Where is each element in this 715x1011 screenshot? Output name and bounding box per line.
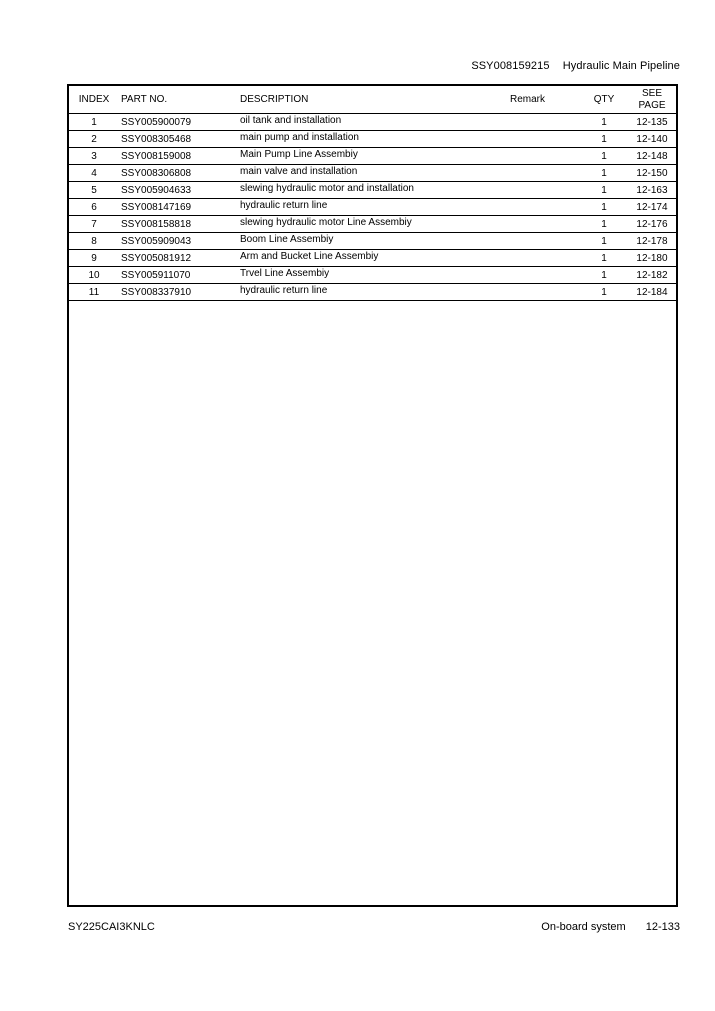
table-header-row [69, 86, 676, 114]
row-remark [497, 165, 580, 182]
row-remark [497, 250, 580, 267]
row-index: 5 [69, 182, 119, 199]
row-description: Arm and Bucket Line Assembiy [240, 250, 497, 267]
row-see-page: 12-184 [628, 284, 676, 301]
row-qty: 1 [580, 114, 628, 131]
page-header [471, 60, 680, 72]
row-description: slewing hydraulic motor and installation [240, 182, 497, 199]
row-index: 11 [69, 284, 119, 301]
row-index: 3 [69, 148, 119, 165]
parts-list-frame [67, 84, 678, 907]
row-remark [497, 284, 580, 301]
row-see-page: 12-178 [628, 233, 676, 250]
row-remark [497, 114, 580, 131]
row-qty: 1 [580, 182, 628, 199]
row-remark [497, 216, 580, 233]
parts-table [69, 86, 676, 301]
row-qty: 1 [580, 284, 628, 301]
row-see-page: 12-174 [628, 199, 676, 216]
row-qty: 1 [580, 250, 628, 267]
row-remark [497, 267, 580, 284]
row-qty: 1 [580, 199, 628, 216]
row-index: 1 [69, 114, 119, 131]
row-remark [497, 131, 580, 148]
row-index: 7 [69, 216, 119, 233]
table-row [69, 131, 676, 148]
row-index: 9 [69, 250, 119, 267]
row-see-page: 12-180 [628, 250, 676, 267]
col-remark-header: Remark [497, 86, 580, 114]
table-row [69, 148, 676, 165]
row-index: 10 [69, 267, 119, 284]
parts-table-body [69, 114, 676, 301]
row-see-page: 12-140 [628, 131, 676, 148]
row-qty: 1 [580, 165, 628, 182]
row-part-no: SSY008306808 [119, 165, 240, 182]
row-see-page: 12-150 [628, 165, 676, 182]
row-index: 6 [69, 199, 119, 216]
row-description: hydraulic return line [240, 284, 497, 301]
footer-model: SY225CAI3KNLC [68, 921, 155, 933]
row-description: slewing hydraulic motor Line Assembiy [240, 216, 497, 233]
row-description: Boom Line Assembiy [240, 233, 497, 250]
row-remark [497, 148, 580, 165]
table-row [69, 114, 676, 131]
document-title: Hydraulic Main Pipeline [562, 60, 680, 72]
row-part-no: SSY005911070 [119, 267, 240, 284]
footer-system: On-board system [541, 921, 626, 933]
footer-page-number: 12-133 [645, 921, 680, 933]
row-qty: 1 [580, 267, 628, 284]
row-remark [497, 182, 580, 199]
table-row [69, 250, 676, 267]
row-see-page: 12-163 [628, 182, 676, 199]
table-row [69, 165, 676, 182]
row-part-no: SSY005904633 [119, 182, 240, 199]
col-index-header: INDEX [69, 86, 119, 114]
table-row [69, 267, 676, 284]
table-row [69, 233, 676, 250]
row-see-page: 12-135 [628, 114, 676, 131]
col-description-header: DESCRIPTION [240, 86, 497, 114]
see-label: SEE [641, 87, 662, 99]
row-see-page: 12-148 [628, 148, 676, 165]
row-qty: 1 [580, 233, 628, 250]
row-description: hydraulic return line [240, 199, 497, 216]
row-qty: 1 [580, 148, 628, 165]
page-footer [541, 921, 680, 933]
row-description: Main Pump Line Assembiy [240, 148, 497, 165]
row-index: 8 [69, 233, 119, 250]
document-number: SSY008159215 [471, 60, 550, 72]
row-part-no: SSY008159008 [119, 148, 240, 165]
row-description: main pump and installation [240, 131, 497, 148]
row-see-page: 12-176 [628, 216, 676, 233]
table-row [69, 182, 676, 199]
row-part-no: SSY008147169 [119, 199, 240, 216]
row-description: main valve and installation [240, 165, 497, 182]
row-part-no: SSY005909043 [119, 233, 240, 250]
row-description: Trvel Line Assembiy [240, 267, 497, 284]
table-row [69, 199, 676, 216]
row-part-no: SSY005081912 [119, 250, 240, 267]
row-remark [497, 199, 580, 216]
col-part-no-header: PART NO. [119, 86, 240, 114]
table-row [69, 216, 676, 233]
row-qty: 1 [580, 216, 628, 233]
row-see-page: 12-182 [628, 267, 676, 284]
page-label: PAGE [638, 99, 666, 111]
row-qty: 1 [580, 131, 628, 148]
row-part-no: SSY008305468 [119, 131, 240, 148]
row-part-no: SSY008158818 [119, 216, 240, 233]
row-part-no: SSY008337910 [119, 284, 240, 301]
row-part-no: SSY005900079 [119, 114, 240, 131]
row-remark [497, 233, 580, 250]
table-row [69, 284, 676, 301]
row-description: oil tank and installation [240, 114, 497, 131]
row-index: 2 [69, 131, 119, 148]
col-see-page-header [628, 86, 676, 114]
row-index: 4 [69, 165, 119, 182]
col-qty-header: QTY [580, 86, 628, 114]
